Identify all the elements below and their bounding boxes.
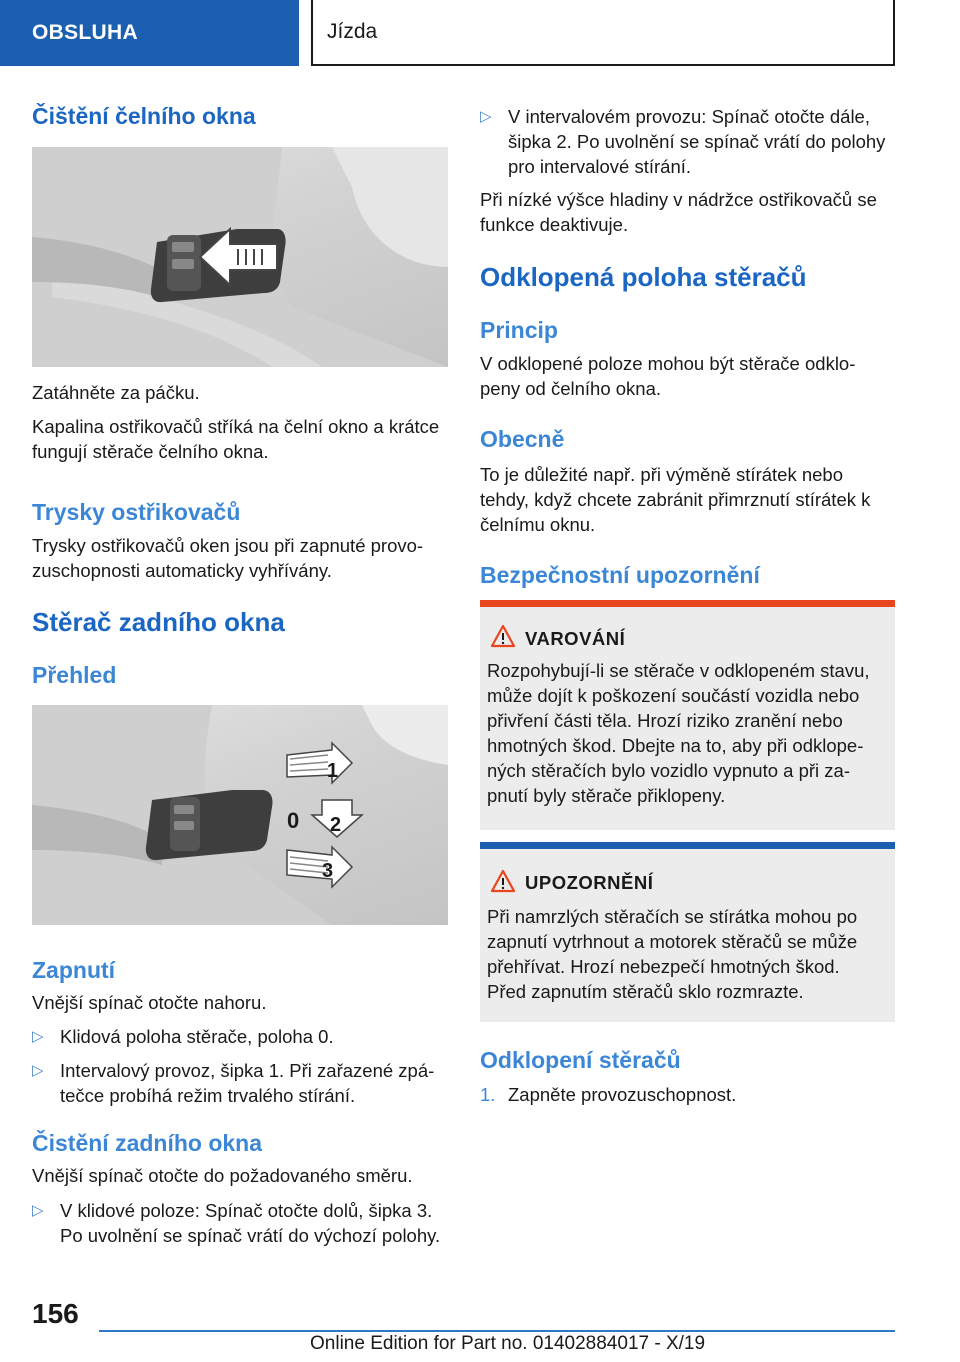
label-position-3: 3 bbox=[322, 860, 334, 882]
warning-line: Rozpohybují-li se stěrače v odklopeném stavu, bbox=[487, 660, 870, 681]
label-position-2: 2 bbox=[330, 814, 342, 836]
text-fluid-line-2: fungují stěrače čelního okna. bbox=[32, 441, 269, 462]
bullet-triangle-icon: ▷ bbox=[480, 108, 492, 125]
notice-bar bbox=[480, 842, 895, 849]
heading-rear-cleaning: Čistění zadního okna bbox=[32, 1130, 263, 1156]
step-text: Zapněte provozuschopnost. bbox=[508, 1084, 737, 1105]
notice-line: přehřívat. Hrozí nebezpečí hmotných škod. bbox=[487, 956, 840, 977]
heading-switch-on: Zapnutí bbox=[32, 957, 116, 983]
warning-title: VAROVÁNÍ bbox=[525, 628, 626, 649]
label-position-1: 1 bbox=[327, 760, 339, 782]
text-rear-cleaning: Vnější spínač otočte do požadovaného směru. bbox=[32, 1165, 413, 1186]
text-low-level-line-2: funkce deaktivuje. bbox=[480, 214, 629, 235]
text-low-level-line-1: Při nízké výšce hladiny v nádržce ostřikovačů se bbox=[480, 189, 877, 210]
notice-line: zapnutí vytrhnout a motorek stěračů se může bbox=[487, 931, 858, 952]
bullet-triangle-icon: ▷ bbox=[32, 1062, 44, 1079]
heading-foldout-position: Odklopená poloha stěračů bbox=[480, 262, 807, 292]
label-position-0: 0 bbox=[287, 808, 300, 833]
heading-foldout-wipers: Odklopení stěračů bbox=[480, 1047, 681, 1073]
page-number: 156 bbox=[32, 1298, 79, 1329]
text-general-line-1: To je důležité např. při výměně stírátek nebo bbox=[480, 464, 843, 485]
text-nozzles-line-2: zuschopnosti automaticky vyhřívány. bbox=[32, 560, 332, 581]
text-nozzles-line-1: Trysky ostřikovačů oken jsou při zapnuté provo- bbox=[32, 535, 424, 556]
heading-safety-notes: Bezpečnostní upozornění bbox=[480, 562, 760, 588]
text-principle-line-1: V odklopené poloze mohou být stěrače odklo- bbox=[480, 353, 856, 374]
header-chapter: Jízda bbox=[311, 0, 895, 66]
heading-rear-wiper: Stěrač zadního okna bbox=[32, 607, 285, 637]
warning-line: může dojít k poškození součástí vozidla nebo bbox=[487, 685, 860, 706]
warning-line: pnutí byly stěrače přiklopeny. bbox=[487, 785, 726, 806]
notice-box bbox=[480, 842, 895, 1022]
notice-title: UPOZORNĚNÍ bbox=[525, 872, 654, 893]
footer-edition: Online Edition for Part no. 01402884017 - X/19 bbox=[310, 1333, 706, 1354]
step-number: 1. bbox=[480, 1084, 496, 1105]
warning-line: hmotných škod. Dbejte na to, aby při odklope- bbox=[487, 735, 864, 756]
text-switch-on: Vnější spínač otočte nahoru. bbox=[32, 992, 267, 1013]
figure-rear-wiper-positions bbox=[32, 705, 448, 925]
text-general-line-3: čelnímu oknu. bbox=[480, 514, 596, 535]
heading-washer-nozzles: Trysky ostřikovačů bbox=[32, 499, 241, 525]
notice-line: Při namrzlých stěračích se stírátka mohou po bbox=[487, 906, 858, 927]
wiper-lever-illustration bbox=[32, 147, 448, 367]
warning-triangle-icon bbox=[490, 624, 516, 648]
text-pull-lever: Zatáhněte za páčku. bbox=[32, 382, 200, 403]
warning-line: ných stěračích bylo vozidlo vypnuto a při za- bbox=[487, 760, 850, 781]
figure-wiper-pull-lever bbox=[32, 147, 448, 367]
warning-box bbox=[480, 600, 895, 830]
warning-bar bbox=[480, 600, 895, 607]
heading-windshield-cleaning: Čištění čelního okna bbox=[32, 103, 256, 129]
bullet-triangle-icon: ▷ bbox=[32, 1028, 44, 1045]
rear-wiper-illustration bbox=[32, 705, 448, 925]
warning-line: přivření části těla. Hrozí riziko zranění nebo bbox=[487, 710, 843, 731]
bullet-triangle-icon: ▷ bbox=[32, 1202, 44, 1219]
text-fluid-line-1: Kapalina ostřikovačů stříká na čelní okno a krátce bbox=[32, 416, 440, 437]
heading-principle: Princip bbox=[480, 317, 558, 343]
text-general-line-2: tehdy, když chcete zabránit přimrznutí stírátek k bbox=[480, 489, 871, 510]
notice-line: Před zapnutím stěračů sklo rozmrazte. bbox=[487, 981, 804, 1002]
heading-overview: Přehled bbox=[32, 662, 117, 688]
footer-divider bbox=[99, 1330, 895, 1332]
notice-triangle-icon bbox=[490, 869, 516, 893]
text-principle-line-2: peny od čelního okna. bbox=[480, 378, 662, 399]
header-section: OBSLUHA bbox=[0, 0, 299, 66]
heading-general: Obecně bbox=[480, 426, 565, 452]
